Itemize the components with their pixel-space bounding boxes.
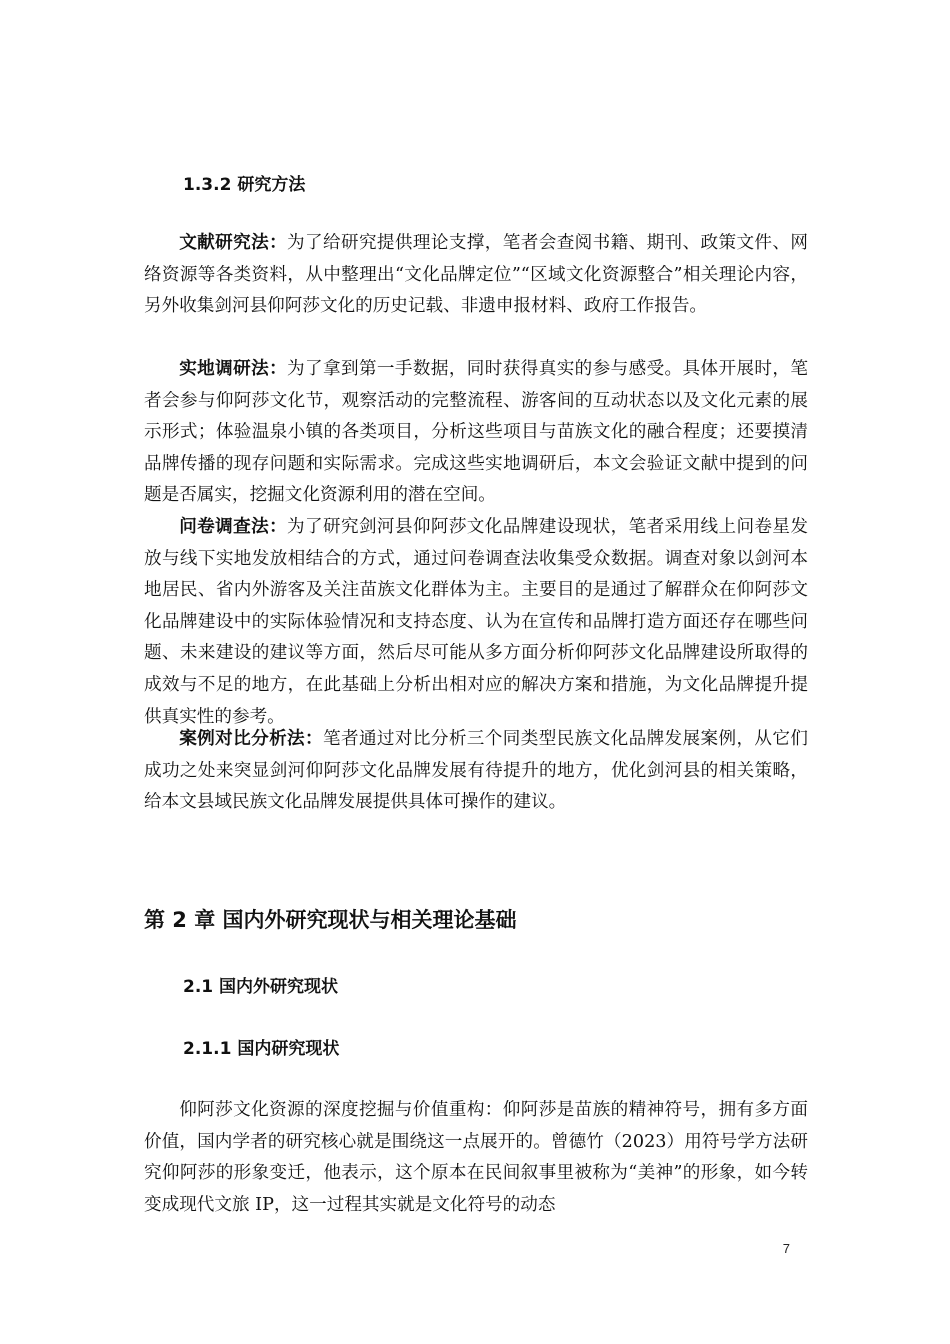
method-text-case-comparison: 笔者通过对比分析三个同类型民族文化品牌发展案例，从它们成功之处来突显剑河仰阿莎文化品牌发展有待提升的地方，优化剑河县的相关策略，给本文县域民族文化品牌发展提供具体可操作的建议。 xyxy=(144,729,808,813)
section-heading-1-3-2: 1.3.2 研究方法 xyxy=(183,175,306,195)
method-text-fieldwork: 为了拿到第一手数据，同时获得真实的参与感受。具体开展时，笔者会参与仰阿莎文化节，观察活动的完整流程、游客间的互动状态以及文化元素的展示形式；体验温泉小镇的各类项目，分析这些项目与苗族文化的融合程度；还要摸清品牌传播的现存问题和实际需求。完成这些实地调研后，本文会验证文献中提到的问题是否属实，挖掘文化资源利用的潜在空间。 xyxy=(144,359,808,506)
method-lead-fieldwork: 实地调研法： xyxy=(179,359,288,379)
method-paragraph-literature xyxy=(144,228,808,323)
section-heading-2-1-1: 2.1.1 国内研究现状 xyxy=(183,1039,340,1059)
method-lead-questionnaire: 问卷调查法： xyxy=(179,517,288,537)
section-heading-2-1: 2.1 国内外研究现状 xyxy=(183,977,339,997)
method-text-literature: 为了给研究提供理论支撑，笔者会查阅书籍、期刊、政策文件、网络资源等各类资料，从中整理出“文化品牌定位”“区域文化资源整合”相关理论内容，另外收集剑河县仰阿莎文化的历史记载、非遗申报材料、政府工作报告。 xyxy=(144,233,808,317)
method-paragraph-case-comparison xyxy=(144,724,808,819)
method-lead-case-comparison: 案例对比分析法： xyxy=(179,729,323,749)
method-paragraph-questionnaire xyxy=(144,512,808,733)
domestic-research-paragraph: 仰阿莎文化资源的深度挖掘与价值重构：仰阿莎是苗族的精神符号，拥有多方面价值，国内学者的研究核心就是围绕这一点展开的。曾德竹（2023）用符号学方法研究仰阿莎的形象变迁，他表示，这个原本在民间叙事里被称为“美神”的形象，如今转变成现代文旅 IP，这一过程其实就是文化符号的动态 xyxy=(144,1100,808,1215)
method-text-questionnaire: 为了研究剑河县仰阿莎文化品牌建设现状，笔者采用线上问卷星发放与线下实地发放相结合的方式，通过问卷调查法收集受众数据。调查对象以剑河本地居民、省内外游客及关注苗族文化群体为主。主要目的是通过了解群众在仰阿莎文化品牌建设中的实际体验情况和支持态度、认为在宣传和品牌打造方面还存在哪些问题、未来建设的建议等方面，然后尽可能从多方面分析仰阿莎文化品牌建设所取得的成效与不足的地方，在此基础上分析出相对应的解决方案和措施，为文化品牌提升提供真实性的参考。 xyxy=(144,517,808,727)
method-paragraph-fieldwork xyxy=(144,354,808,512)
chapter-heading-2: 第 2 章 国内外研究现状与相关理论基础 xyxy=(144,908,517,932)
page-number: 7 xyxy=(782,1241,790,1256)
method-lead-literature: 文献研究法： xyxy=(179,233,288,253)
